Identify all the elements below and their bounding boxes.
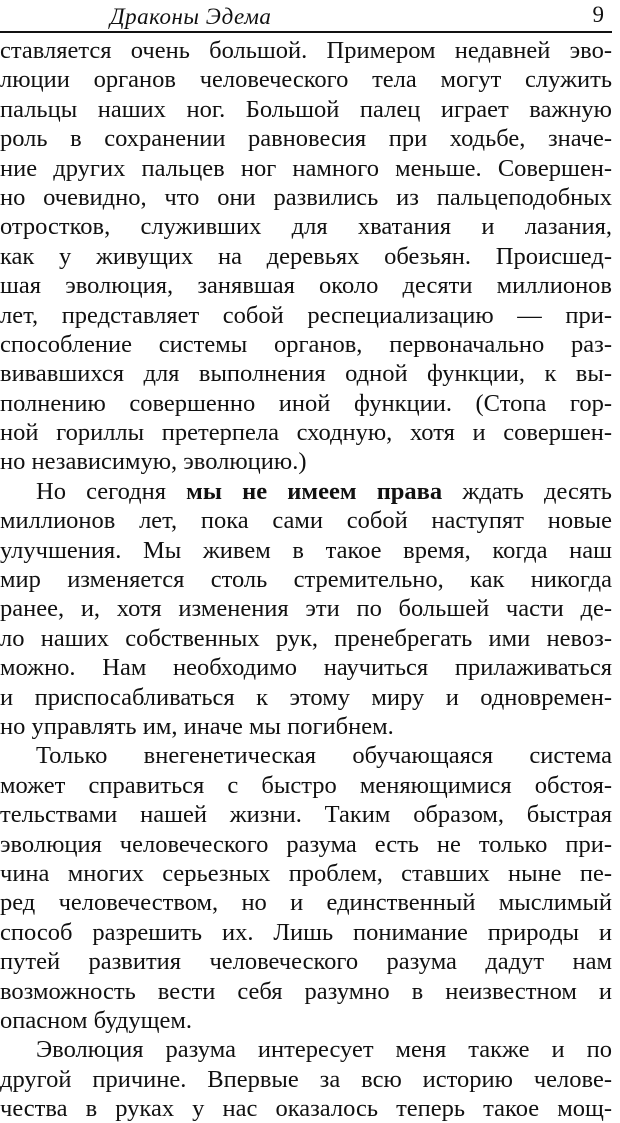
text-line: ние других пальцев ног намного меньше. Совершен-: [0, 154, 612, 182]
text-line: Эволюция разума интересует меня также и по: [36, 1036, 612, 1064]
text-line: чина многих серьезных проблем, ставших ныне пе-: [0, 859, 612, 887]
text-line: может справиться с быстро меняющимися обстоя-: [0, 771, 612, 799]
paragraph-1: [0, 36, 612, 477]
text-line: но управлять им, иначе мы погибнем.: [0, 712, 394, 740]
running-title: Драконы Эдема: [110, 4, 272, 29]
text-line: другой причине. Впервые за всю историю челове-: [0, 1065, 612, 1093]
text-line: улучшения. Мы живем в такое время, когда наш: [0, 536, 612, 564]
text-line: можно. Нам необходимо научиться прилаживаться: [0, 654, 612, 682]
page-number: 9: [592, 2, 604, 27]
text-line: Только внегенетическая обучающаяся система: [36, 742, 612, 770]
paragraph-2: [0, 477, 612, 742]
page-header: [0, 0, 612, 30]
text-line: возможность вести себя разумно в неизвестном и: [0, 977, 612, 1005]
text-line: пальцы наших ног. Большой палец играет важную: [0, 95, 612, 123]
text-line: лет, представляет собой респециализацию — при-: [0, 301, 612, 329]
text-line: вивавшихся для выполнения одной функции, к вы-: [0, 360, 612, 388]
body-text: [0, 36, 612, 1123]
text-line: отростков, служивших для хватания и лазания,: [0, 213, 612, 241]
text-line: но очевидно, что они развились из пальцеподобных: [0, 183, 612, 211]
text-line: миллионов лет, пока сами собой наступят новые: [0, 507, 612, 535]
text-line: ной гориллы претерпела сходную, хотя и совершен-: [0, 419, 612, 447]
text-line: тельствами нашей жизни. Таким образом, быстрая: [0, 801, 612, 829]
text-line: путей развития человеческого разума дадут нам: [0, 948, 612, 976]
text-line: но независимую, эволюцию.): [0, 448, 307, 476]
text-run: ждать десять: [442, 477, 612, 505]
text-line: эволюция человеческого разума есть не только при-: [0, 830, 612, 858]
text-run: Но сегодня: [36, 477, 187, 505]
text-line: способ разрешить их. Лишь понимание природы и: [0, 918, 612, 946]
text-line: [0, 477, 612, 506]
text-line: ло наших собственных рук, пренебрегать ими невоз-: [0, 624, 612, 652]
text-line: полнению совершенно иной функции. (Стопа гор-: [0, 389, 612, 417]
text-line: ранее, и, хотя изменения эти по большей части де-: [0, 595, 612, 623]
text-line: ред человечеством, но и единственный мыслимый: [0, 889, 612, 917]
text-line: мир изменяется столь стремительно, как никогда: [0, 566, 612, 594]
text-line: ставляется очень большой. Примером недавней эво-: [0, 37, 612, 64]
text-line: как у живущих на деревьях обезьян. Происшед-: [0, 242, 612, 270]
text-line: и приспосабливаться к этому миру и одновремен-: [0, 683, 612, 711]
paragraph-3: [0, 741, 612, 1035]
text-line: чества в руках у нас оказалось теперь такое мощ-: [0, 1095, 612, 1123]
header-rule: [0, 31, 612, 33]
text-line: люции органов человеческого тела могут служить: [0, 66, 612, 94]
text-line: опасном будущем.: [0, 1006, 192, 1034]
paragraph-4: [0, 1035, 612, 1123]
text-line: шая эволюция, занявшая около десяти миллионов: [0, 272, 612, 300]
text-line: способление системы органов, первоначально раз-: [0, 330, 612, 358]
emphasized-text: мы не имеем права: [186, 477, 443, 505]
text-line: роль в сохранении равновесия при ходьбе, значе-: [0, 125, 612, 153]
